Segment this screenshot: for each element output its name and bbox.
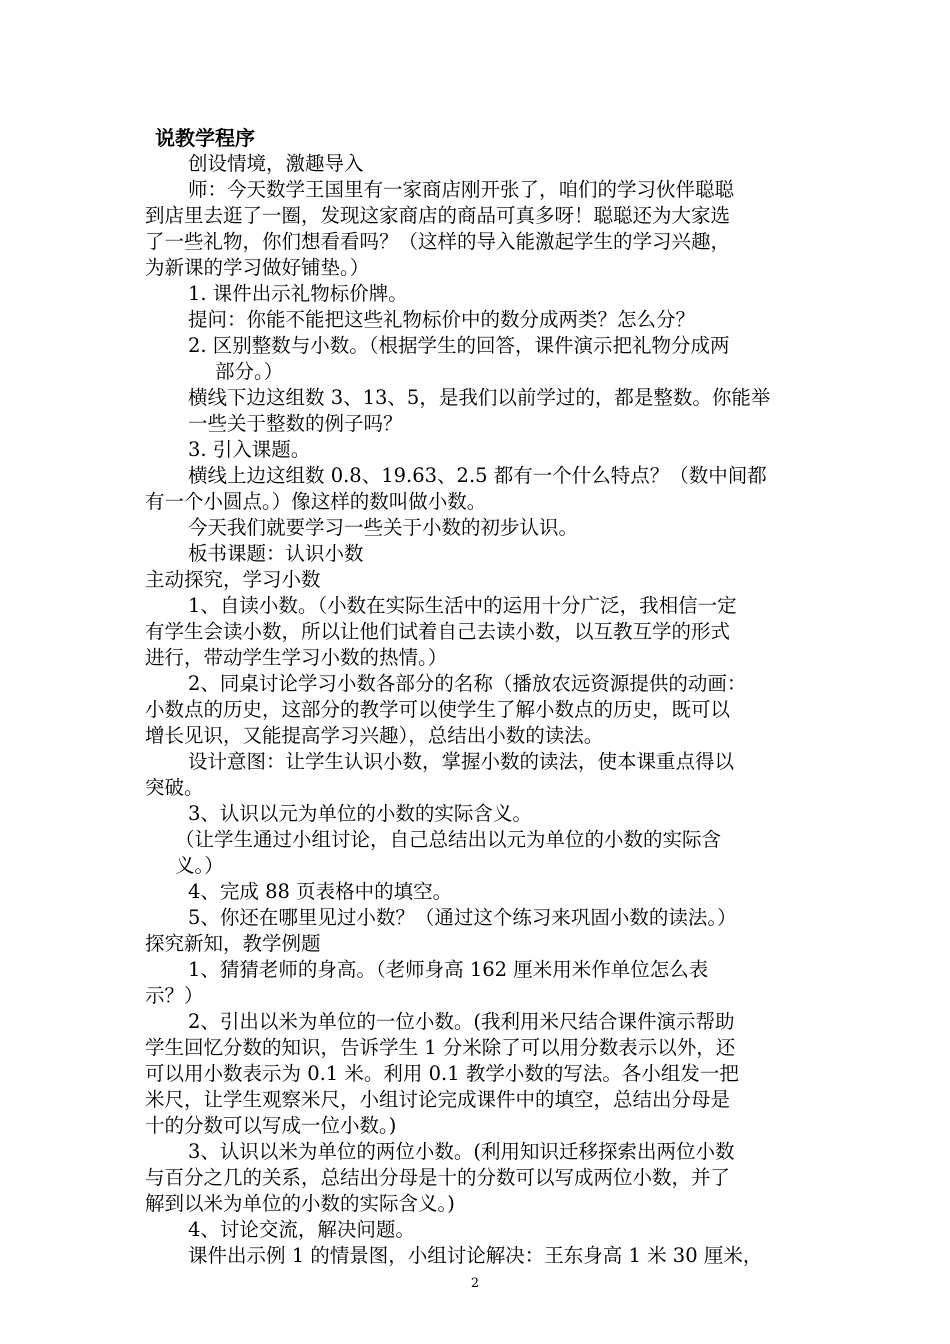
paragraph-line: 1、猜猜老师的身高。（老师身高 162 厘米用米作单位怎么表 — [188, 958, 709, 981]
paragraph-line: 一些关于整数的例子吗？ — [188, 412, 403, 435]
paragraph-line: 2. 区别整数与小数。（根据学生的回答，课件演示把礼物分成两 — [188, 334, 730, 357]
paragraph-line: 3、认识以元为单位的小数的实际含义。 — [188, 802, 532, 825]
paragraph-line: 2、引出以米为单位的一位小数。(我利用米尺结合课件演示帮助 — [188, 1010, 735, 1033]
paragraph-line: 米尺，让学生观察米尺，小组讨论完成课件中的填空，总结出分母是 — [145, 1088, 731, 1111]
section-heading: 主动探究，学习小数 — [145, 568, 321, 591]
paragraph-line: 2、同桌讨论学习小数各部分的名称（播放农远资源提供的动画： — [188, 672, 747, 695]
paragraph-line: 学生回忆分数的知识，告诉学生 1 分米除了可以用分数表示以外，还 — [145, 1036, 736, 1059]
paragraph-line: 突破。 — [145, 776, 204, 799]
paragraph-line: 为新课的学习做好铺垫。） — [145, 256, 370, 279]
paragraph-line: 3. 引入课题。 — [188, 438, 311, 461]
paragraph-line: 设计意图：让学生认识小数，掌握小数的读法，使本课重点得以 — [188, 750, 735, 773]
paragraph-line: 十的分数可以写成一位小数。) — [145, 1114, 397, 1137]
paragraph-line: 横线上边这组数 0.8、19.63、2.5 都有一个什么特点？（数中间都 — [188, 464, 767, 487]
paragraph-line: 1、自读小数。（小数在实际生活中的运用十分广泛，我相信一定 — [188, 594, 737, 617]
paragraph-line: 与百分之几的关系，总结出分母是十的分数可以写成两位小数，并了 — [145, 1166, 731, 1189]
paragraph-line: 有一个小圆点。）像这样的数叫做小数。 — [145, 490, 487, 513]
paragraph-line: 5、你还在哪里见过小数？（通过这个练习来巩固小数的读法。） — [188, 906, 737, 929]
paragraph-line: 增长见识，又能提高学习兴趣），总结出小数的读法。 — [145, 724, 604, 747]
paragraph-line: 师：今天数学王国里有一家商店刚开张了，咱们的学习伙伴聪聪 — [188, 178, 735, 201]
paragraph-line: 了一些礼物，你们想看看吗？（这样的导入能激起学生的学习兴趣， — [145, 230, 731, 253]
paragraph-line: 有学生会读小数，所以让他们试着自己去读小数，以互教互学的形式 — [145, 620, 731, 643]
paragraph-line: 3、认识以米为单位的两位小数。(利用知识迁移探索出两位小数 — [188, 1140, 735, 1163]
paragraph-line: 创设情境，激趣导入 — [188, 152, 364, 175]
paragraph-line: 今天我们就要学习一些关于小数的初步认识。 — [188, 516, 579, 539]
paragraph-line: 可以用小数表示为 0.1 米。利用 0.1 教学小数的写法。各小组发一把 — [145, 1062, 739, 1085]
paragraph-line: 到店里去逛了一圈，发现这家商店的商品可真多呀！聪聪还为大家选 — [145, 204, 731, 227]
paragraph-line: 小数点的历史，这部分的教学可以使学生了解小数点的历史，既可以 — [145, 698, 731, 721]
paragraph-line: 解到以米为单位的小数的实际含义。) — [145, 1192, 455, 1215]
paragraph-line: 课件出示例 1 的情景图，小组讨论解决：王东身高 1 米 30 厘米， — [188, 1244, 763, 1267]
section-title: 说教学程序 — [155, 126, 255, 150]
paragraph-line: 4、讨论交流，解决问题。 — [188, 1218, 415, 1241]
paragraph-line: 提问：你能不能把这些礼物标价中的数分成两类？怎么分？ — [188, 308, 696, 331]
paragraph-line: 横线下边这组数 3、13、5，是我们以前学过的，都是整数。你能举 — [188, 386, 771, 409]
paragraph-line: 进行，带动学生学习小数的热情。） — [145, 646, 448, 669]
section-heading: 探究新知，教学例题 — [145, 932, 321, 955]
page-number: 2 — [470, 1276, 480, 1291]
paragraph-line: （让学生通过小组讨论，自己总结出以元为单位的小数的实际含 — [175, 828, 722, 851]
paragraph-line: 示？） — [145, 984, 204, 1007]
paragraph-line: 4、完成 88 页表格中的填空。 — [188, 880, 453, 903]
paragraph-line: 部分。） — [215, 360, 284, 383]
paragraph-line: 1. 课件出示礼物标价牌。 — [188, 282, 408, 305]
paragraph-line: 板书课题：认识小数 — [188, 542, 364, 565]
paragraph-line: 义。） — [175, 854, 224, 877]
